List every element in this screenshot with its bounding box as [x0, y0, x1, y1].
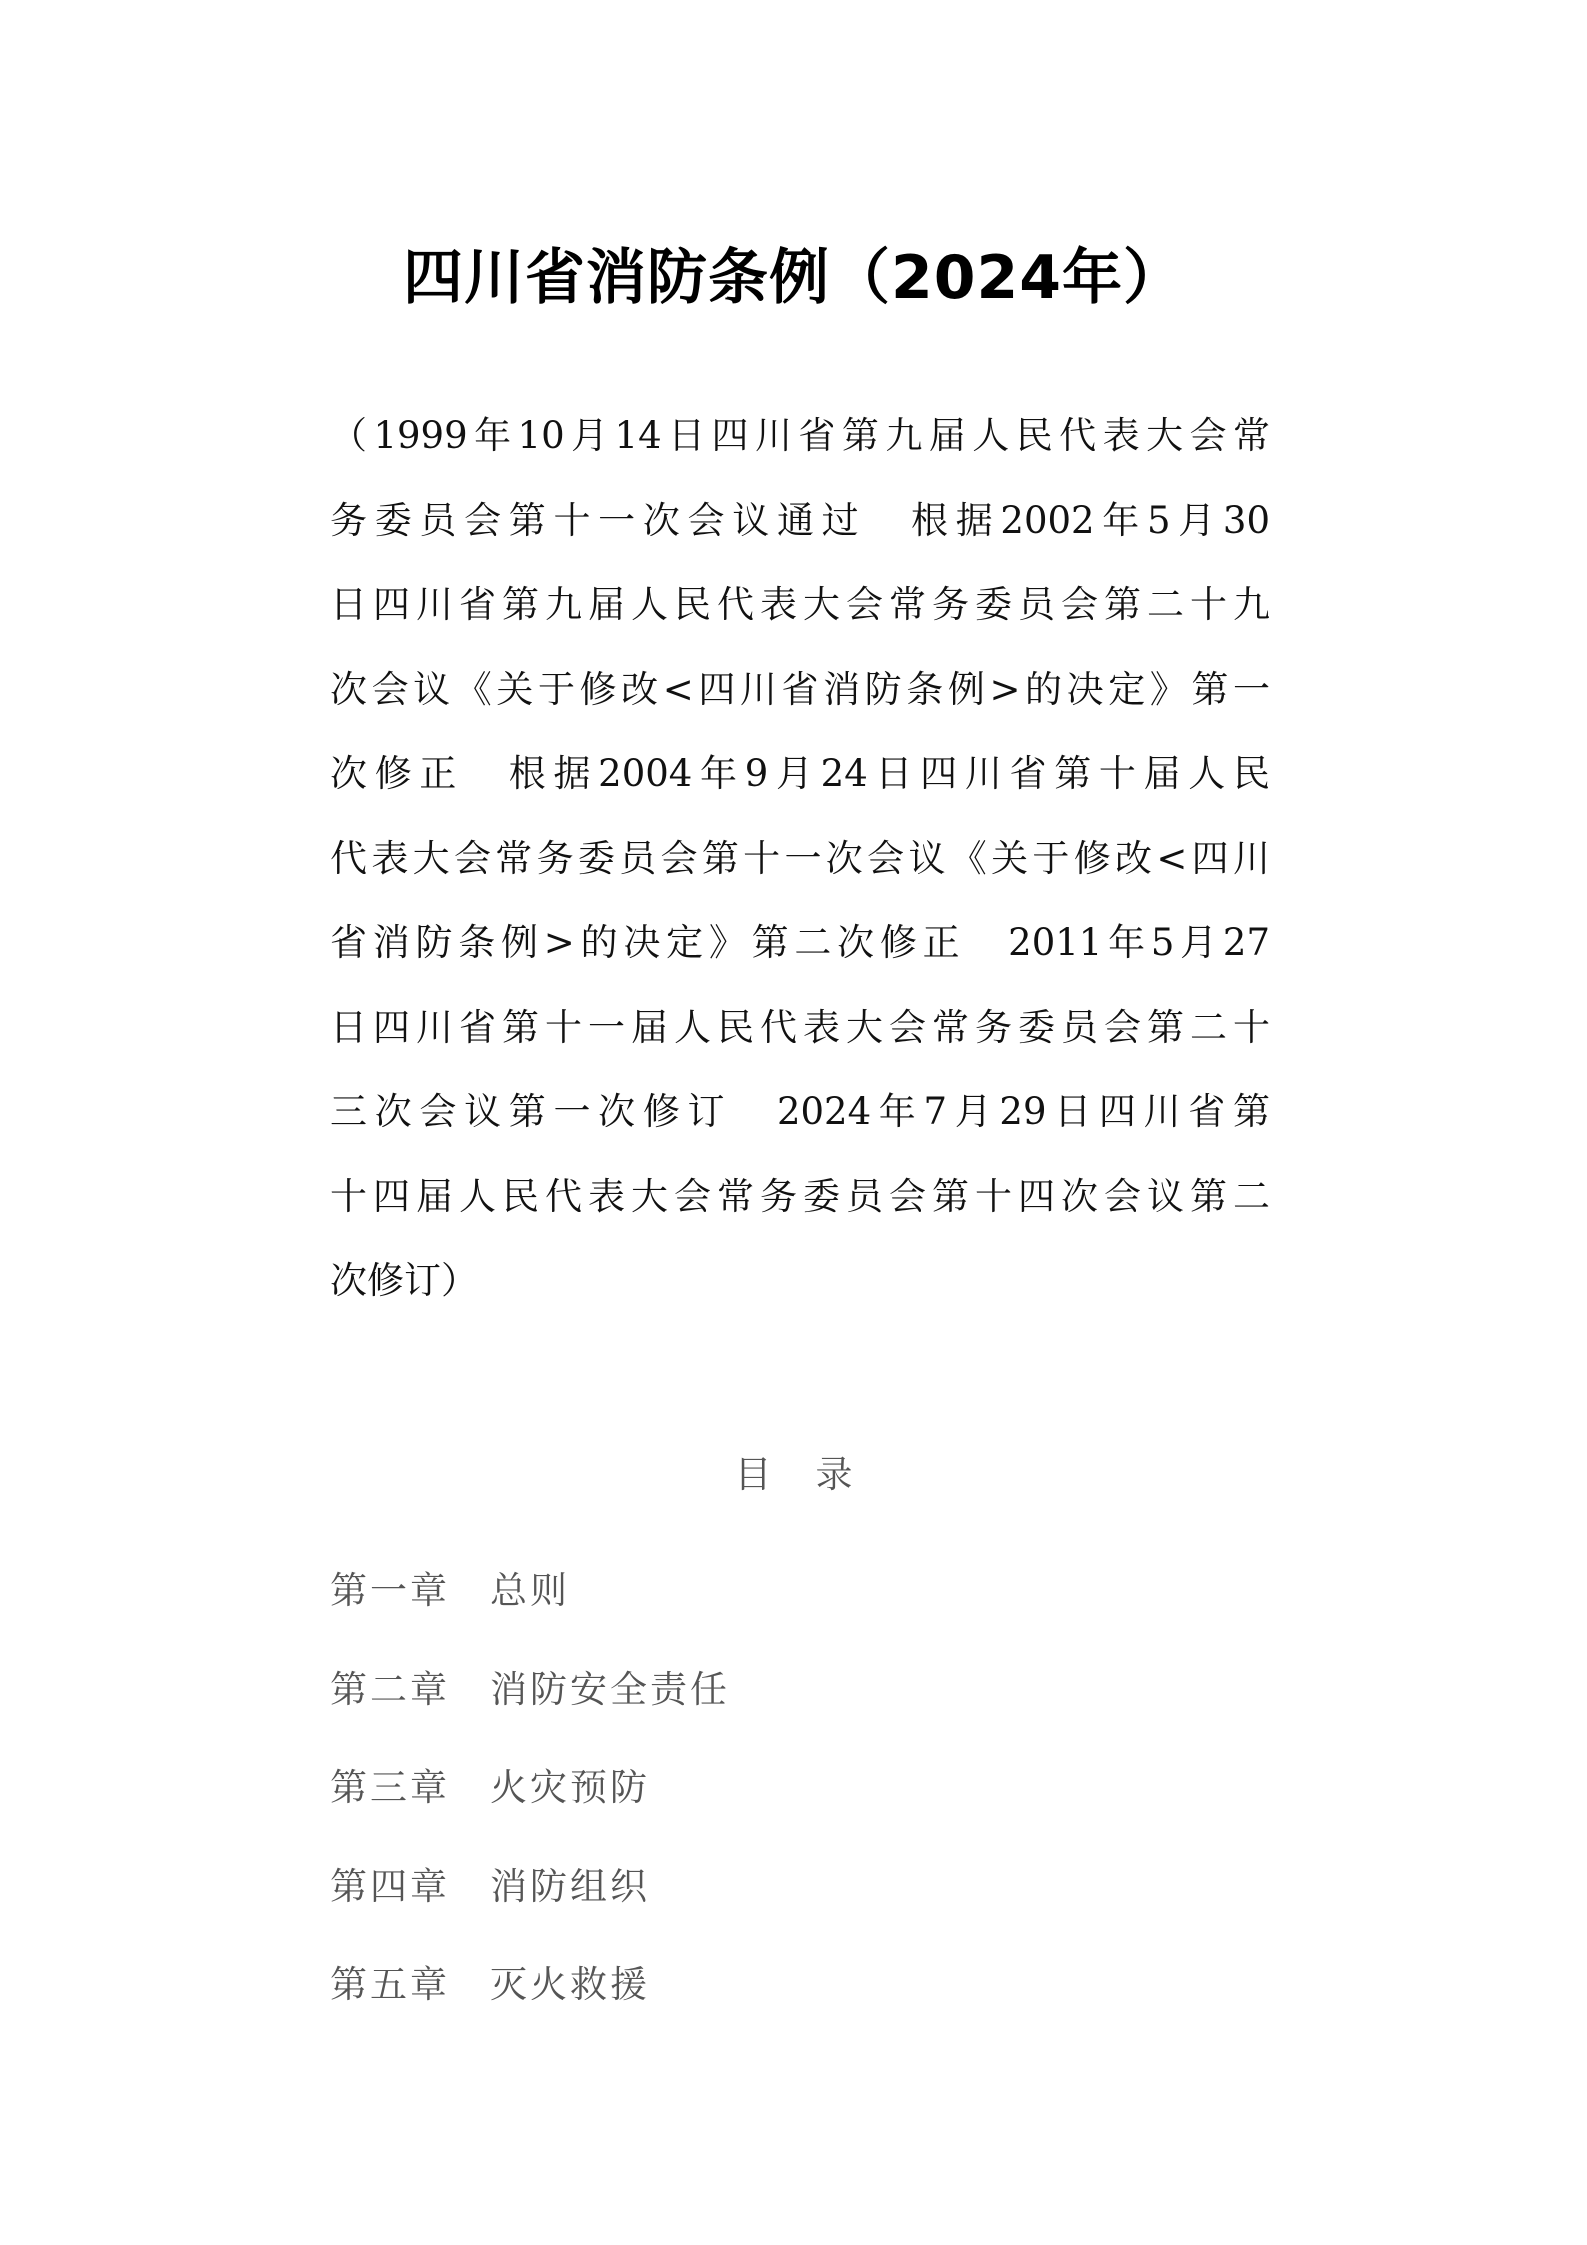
legislative-history-preamble	[330, 404, 1270, 1334]
toc-chapter-title: 消防安全责任	[490, 1667, 730, 1711]
toc-chapter-title: 总则	[490, 1569, 570, 1613]
toc-chapter-title: 消防组织	[490, 1864, 650, 1908]
preamble-line: 日四川省第十一届人民代表大会常务委员会第二十	[330, 1005, 1270, 1049]
toc-chapter-title: 火灾预防	[490, 1766, 650, 1810]
toc-heading-char: 目	[734, 1453, 772, 1496]
toc-chapter-number: 第三章	[330, 1766, 450, 1810]
table-of-contents	[330, 1542, 1230, 2035]
preamble-line: 次会议《关于修改<四川省消防条例>的决定》第一	[330, 667, 1270, 711]
preamble-line: 省消防条例>的决定》第二次修正 2011年5月27	[330, 921, 1270, 964]
preamble-line: 日四川省第九届人民代表大会常务委员会第二十九	[330, 583, 1270, 626]
toc-item-chapter-1[interactable]	[330, 1542, 1230, 1641]
toc-item-chapter-2[interactable]	[330, 1641, 1230, 1740]
preamble-line: 代表大会常务委员会第十一次会议《关于修改<四川	[330, 836, 1270, 880]
toc-chapter-number: 第一章	[330, 1569, 450, 1613]
document-title: 四川省消防条例（2024年）	[403, 243, 1184, 314]
toc-chapter-title: 灭火救援	[490, 1963, 650, 2007]
toc-heading-char: 录	[815, 1453, 853, 1496]
preamble-line: 三次会议第一次修订 2024年7月29日四川省第	[330, 1090, 1270, 1133]
preamble-line: 次修正 根据2004年9月24日四川省第十届人民	[330, 752, 1270, 795]
preamble-line: 务委员会第十一次会议通过 根据2002年5月30	[330, 498, 1270, 542]
preamble-line: （1999年10月14日四川省第九届人民代表大会常	[330, 414, 1270, 457]
preamble-line: 十四届人民代表大会常务委员会第十四次会议第二	[330, 1174, 1270, 1218]
table-of-contents-heading	[0, 1445, 1587, 1505]
toc-chapter-number: 第五章	[330, 1963, 450, 2007]
toc-item-chapter-5[interactable]	[330, 1936, 1230, 2035]
toc-chapter-number: 第四章	[330, 1864, 450, 1908]
toc-chapter-number: 第二章	[330, 1667, 450, 1711]
preamble-line: 次修订）	[330, 1259, 478, 1302]
toc-item-chapter-4[interactable]	[330, 1838, 1230, 1937]
toc-item-chapter-3[interactable]	[330, 1739, 1230, 1838]
